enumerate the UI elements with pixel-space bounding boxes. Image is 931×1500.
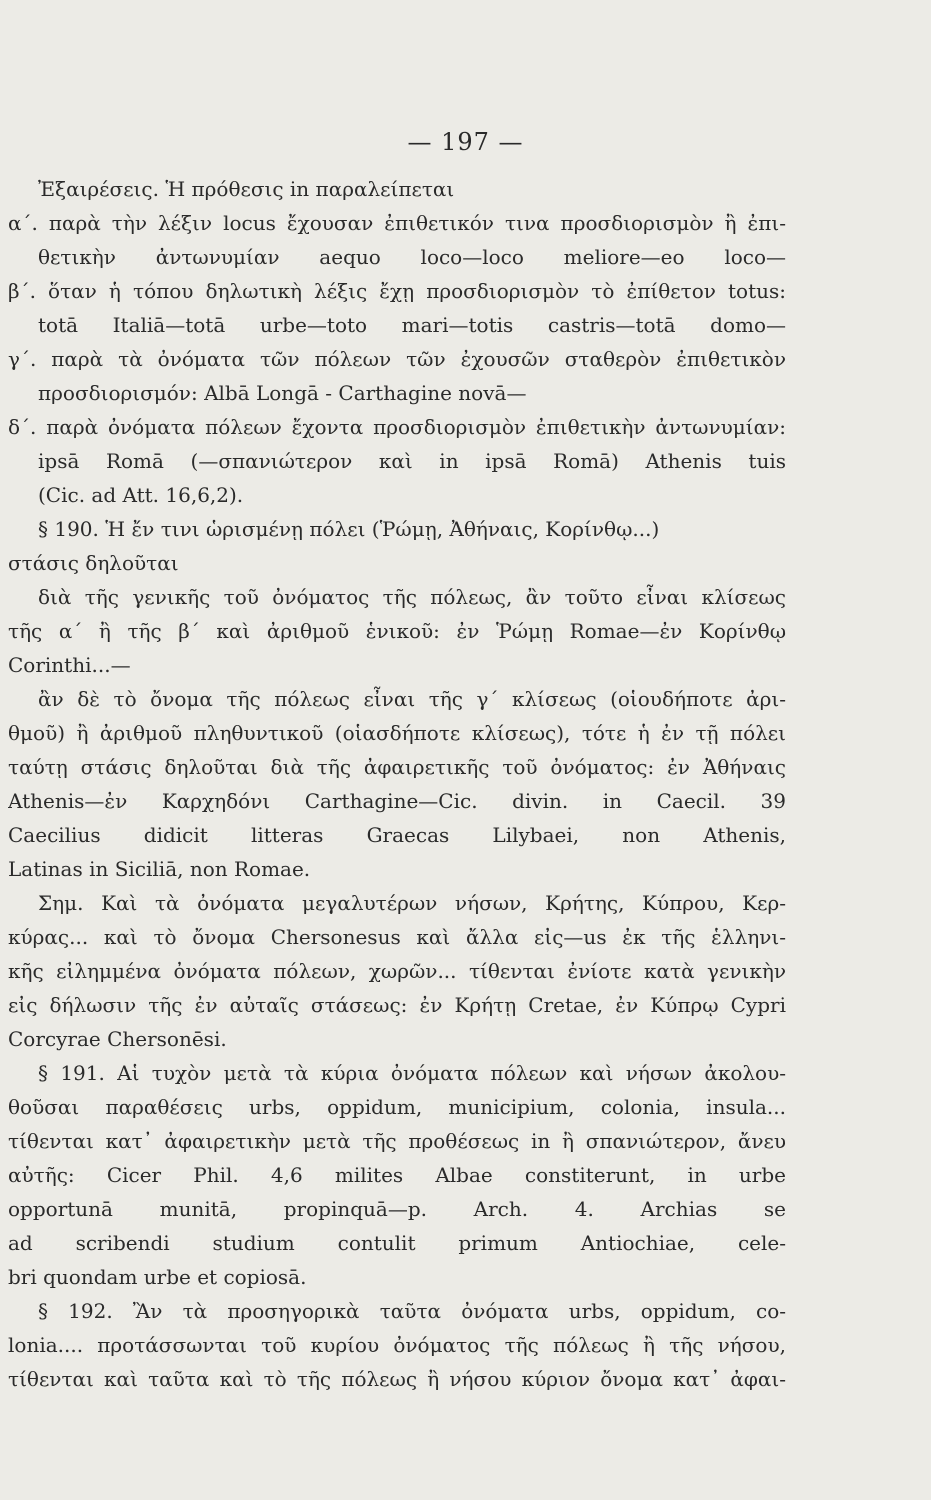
- text-line: θετικὴν ἀντωνυμίαν aequo loco—loco meliore—eo loco—: [38, 245, 786, 269]
- text-line: τίθενται καὶ ταῦτα καὶ τὸ τῆς πόλεως ἢ νήσου κύριον ὄνομα κατ᾽ ἀφαι-: [8, 1367, 786, 1391]
- text-line: ad scribendi studium contulit primum Antiochiae, cele-: [8, 1231, 786, 1255]
- text-line: θμοῦ) ἢ ἀριθμοῦ πληθυντικοῦ (οἱασδήποτε κλίσεως), τότε ἡ ἐν τῇ πόλει: [8, 721, 786, 745]
- text-line: Latinas in Siciliā, non Romae.: [8, 857, 311, 881]
- text-line: α΄. παρὰ τὴν λέξιν locus ἔχουσαν ἐπιθετικόν τινα προσδιορισμὸν ἢ ἐπι-: [8, 211, 786, 235]
- text-line: γ΄. παρὰ τὰ ὀνόματα τῶν πόλεων τῶν ἐχουσῶν σταθερὸν ἐπιθετικὸν: [8, 347, 786, 371]
- text-line: totā Italiā—totā urbe—toto mari—totis castris—totā domo—: [38, 313, 786, 337]
- text-line: opportunā munitā, propinquā—p. Arch. 4. Archias se: [8, 1197, 786, 1221]
- text-line: ipsā Romā (—σπανιώτερον καὶ in ipsā Romā) Athenis tuis: [38, 449, 786, 473]
- text-line: Athenis—ἐν Καρχηδόνι Carthagine—Cic. divin. in Caecil. 39: [8, 789, 786, 813]
- text-line: αὐτῆς: Cicer Phil. 4,6 milites Albae constiterunt, in urbe: [8, 1163, 786, 1187]
- text-line: lonia.... προτάσσωνται τοῦ κυρίου ὀνόματος τῆς πόλεως ἢ τῆς νήσου,: [8, 1333, 786, 1357]
- text-line: Corcyrae Chersonēsi.: [8, 1027, 227, 1051]
- text-line: θοῦσαι παραθέσεις urbs, oppidum, municipium, colonia, insula...: [8, 1095, 786, 1119]
- text-line: δ΄. παρὰ ὀνόματα πόλεων ἔχοντα προσδιορισμὸν ἐπιθετικὴν ἀντωνυμίαν:: [8, 415, 786, 439]
- text-line: Corinthi...—: [8, 653, 131, 677]
- text-line: § 190. Ἡ ἔν τινι ὡρισμένῃ πόλει (Ῥώμῃ, Ἀθήναις, Κορίνθῳ...): [38, 517, 660, 541]
- text-line: Caecilius didicit litteras Graecas Lilybaei, non Athenis,: [8, 823, 786, 847]
- text-line: εἰς δήλωσιν τῆς ἐν αὐταῖς στάσεως: ἐν Κρήτῃ Cretae, ἐν Κύπρῳ Cypri: [8, 993, 786, 1017]
- text-line: τίθενται κατ᾽ ἀφαιρετικὴν μετὰ τῆς προθέσεως in ἢ σπανιώτερον, ἄνευ: [8, 1129, 786, 1153]
- text-line: ταύτῃ στάσις δηλοῦται διὰ τῆς ἀφαιρετικῆς τοῦ ὀνόματος: ἐν Ἀθήναις: [8, 755, 786, 779]
- text-line: κύρας... καὶ τὸ ὄνομα Chersonesus καὶ ἄλλα εἰς—us ἐκ τῆς ἑλληνι-: [8, 925, 786, 949]
- text-line: Σημ. Καὶ τὰ ὀνόματα μεγαλυτέρων νήσων, Κρήτης, Κύπρου, Κερ-: [38, 891, 786, 915]
- text-line: προσδιορισμόν: Albā Longā - Carthagine novā—: [38, 381, 527, 405]
- text-line: κῆς εἰλημμένα ὀνόματα πόλεων, χωρῶν... τίθενται ἐνίοτε κατὰ γενικὴν: [8, 959, 786, 983]
- text-line: στάσις δηλοῦται: [8, 551, 179, 575]
- text-line: ἂν δὲ τὸ ὄνομα τῆς πόλεως εἶναι τῆς γ΄ κλίσεως (οἱουδήποτε ἀρι-: [38, 687, 786, 711]
- text-line: β΄. ὅταν ἡ τόπου δηλωτικὴ λέξις ἔχῃ προσδιορισμὸν τὸ ἐπίθετον totus:: [8, 279, 786, 303]
- text-line: (Cic. ad Att. 16,6,2).: [38, 483, 244, 507]
- page-number: — 197 —: [407, 128, 524, 156]
- text-line: bri quondam urbe et copiosā.: [8, 1265, 307, 1289]
- text-line: διὰ τῆς γενικῆς τοῦ ὀνόματος τῆς πόλεως, ἂν τοῦτο εἶναι κλίσεως: [38, 585, 786, 609]
- text-line: § 191. Αἱ τυχὸν μετὰ τὰ κύρια ὀνόματα πόλεων καὶ νήσων ἀκολου-: [38, 1061, 786, 1085]
- text-line: Ἐξαιρέσεις. Ἡ πρόθεσις in παραλείπεται: [38, 177, 455, 201]
- text-line: τῆς α΄ ἢ τῆς β΄ καὶ ἀριθμοῦ ἑνικοῦ: ἐν Ῥώμῃ Romae—ἐν Κορίνθῳ: [8, 619, 786, 643]
- text-line: § 192. Ἂν τὰ προσηγορικὰ ταῦτα ὀνόματα urbs, oppidum, co-: [38, 1299, 786, 1323]
